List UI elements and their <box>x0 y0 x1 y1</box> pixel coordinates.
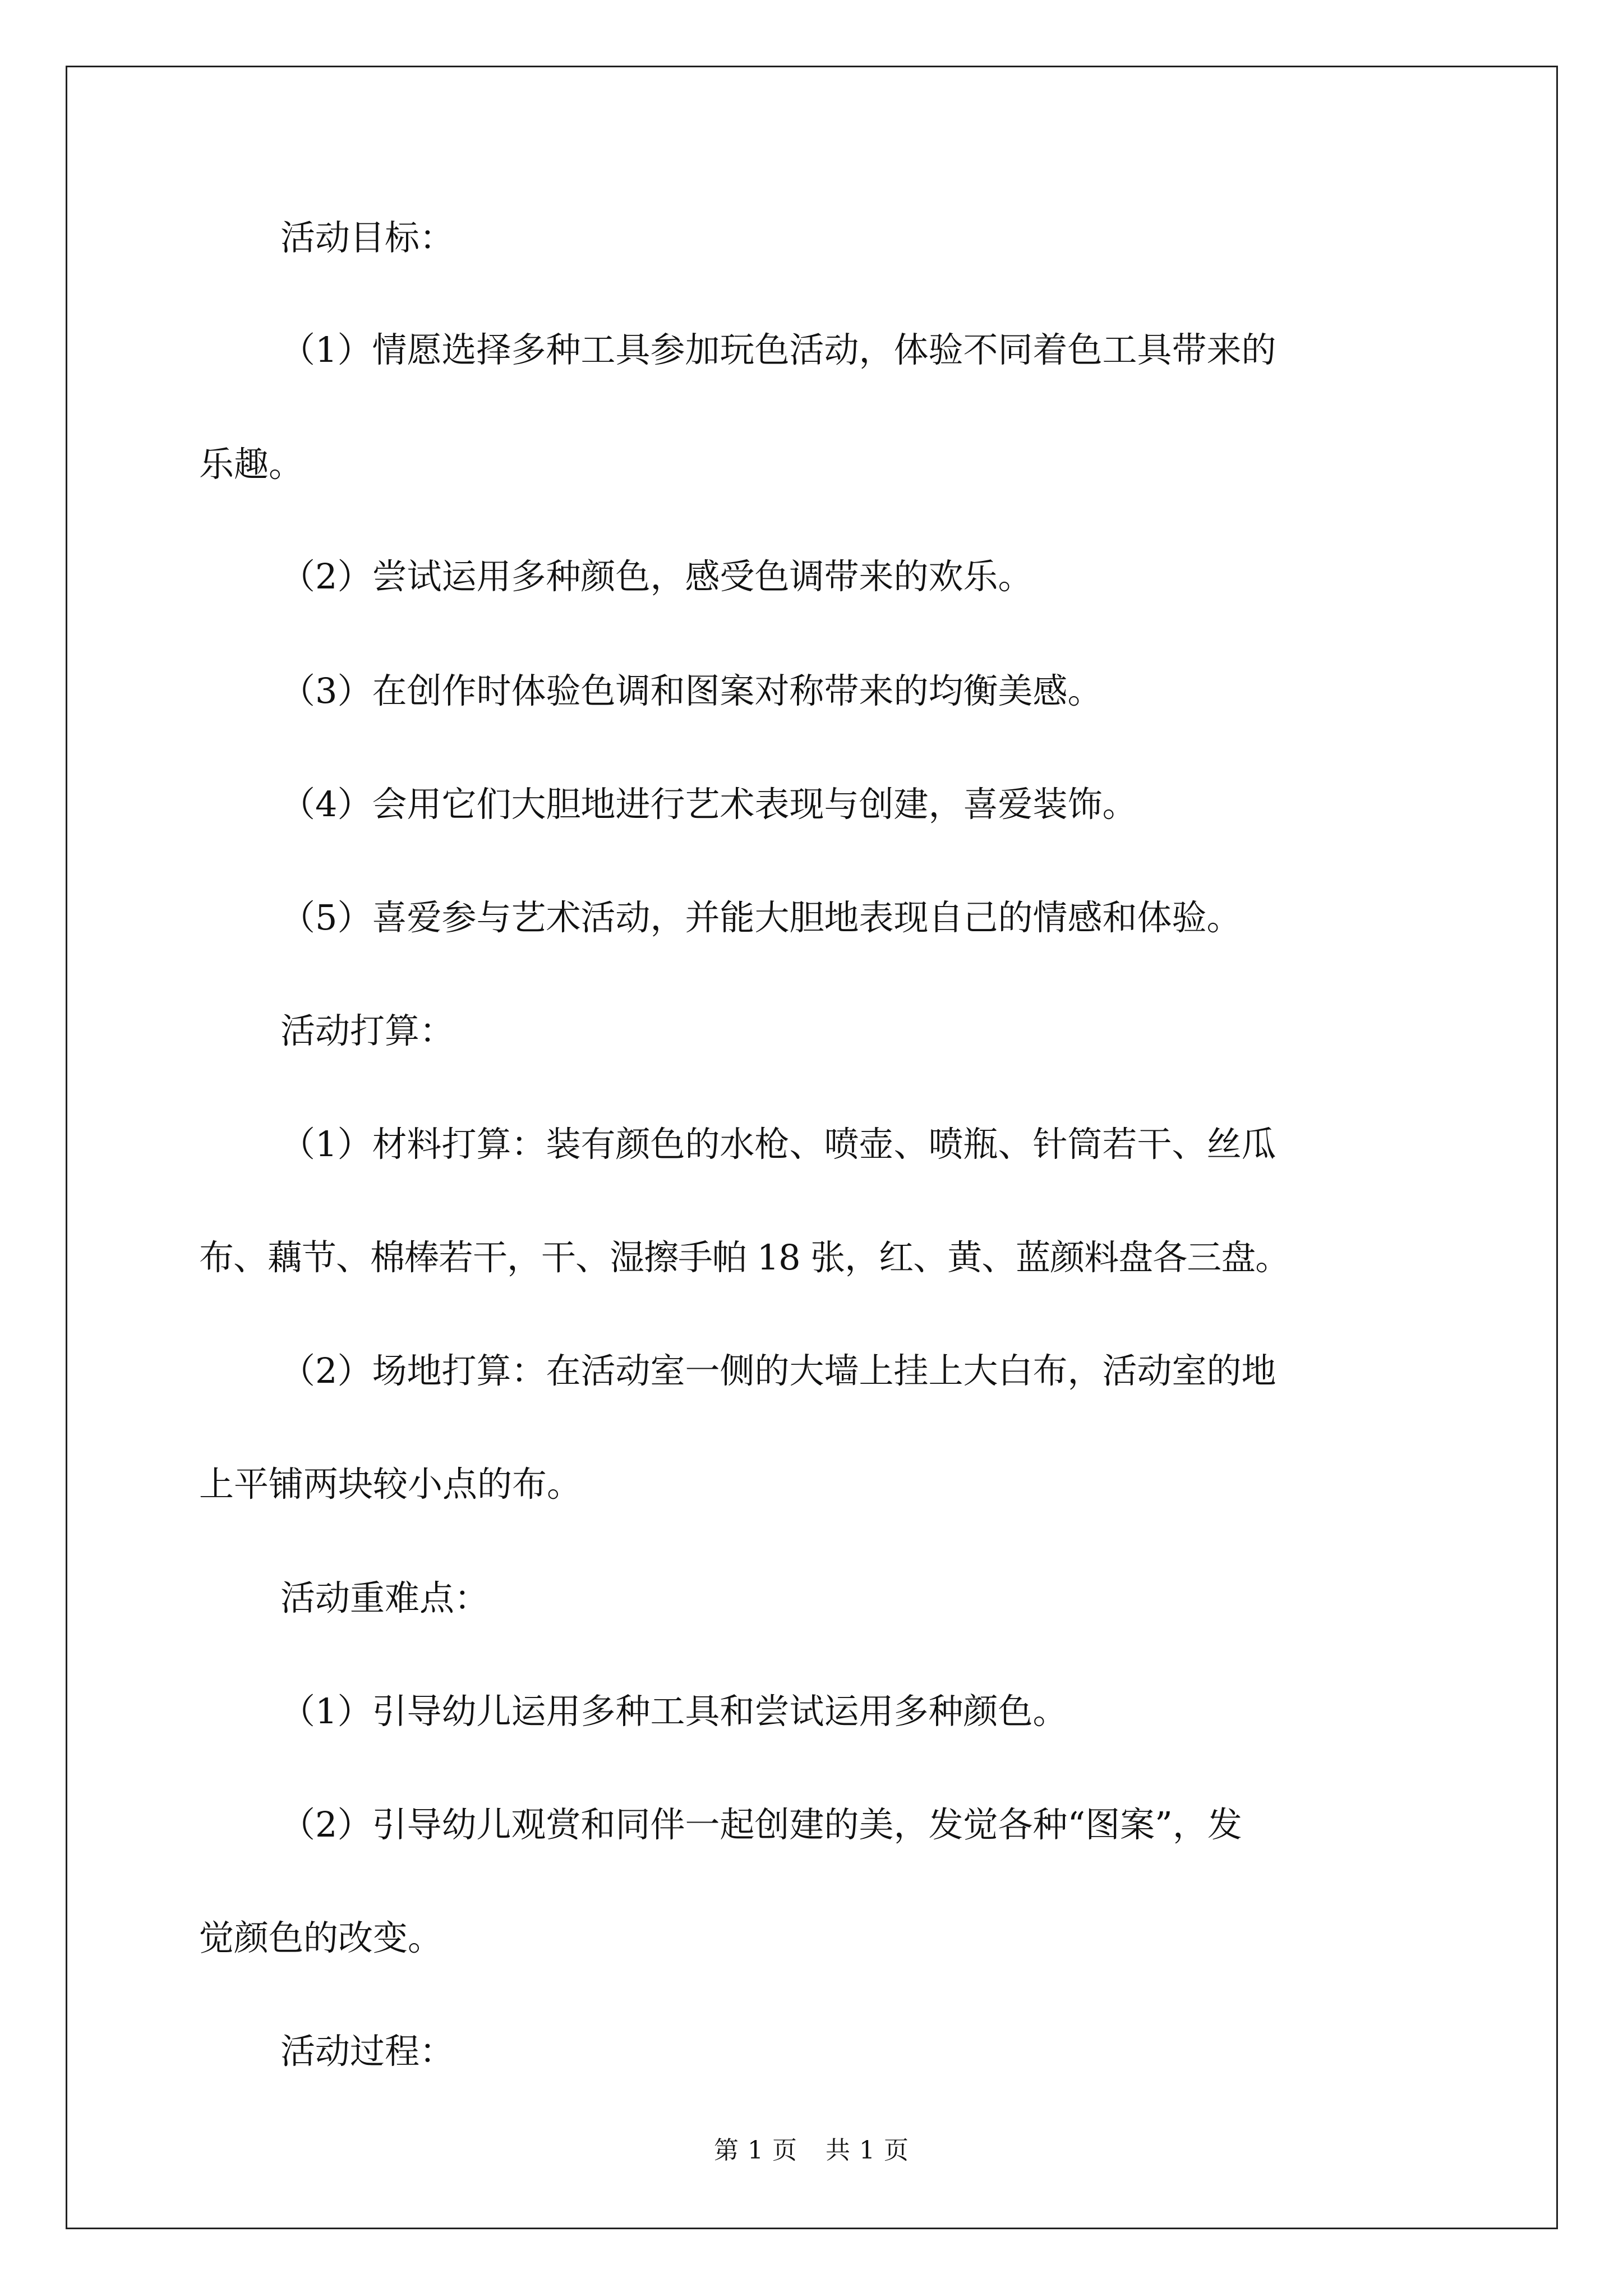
goal-1-line-2: 乐趣。 <box>199 444 304 485</box>
prep-1-line-1: （1）材料打算：装有颜色的水枪、喷壶、喷瓶、针筒若干、丝瓜 <box>280 1124 1276 1165</box>
prep-1-line-2: 布、藕节、棉棒若干，干、湿擦手帕 18 张，红、黄、蓝颜料盘各三盘。 <box>199 1237 1290 1278</box>
difficulty-1: （1）引导幼儿运用多种工具和尝试运用多种颜色。 <box>280 1691 1068 1732</box>
heading-key-difficulties: 活动重难点： <box>280 1577 490 1618</box>
goal-4: （4）会用它们大胆地进行艺术表现与创建，喜爱装饰。 <box>280 784 1137 825</box>
heading-activity-preparation: 活动打算： <box>280 1010 455 1051</box>
page-number-total: 共 1 页 <box>826 2136 909 2165</box>
goal-5: （5）喜爱参与艺术活动，并能大胆地表现自己的情感和体验。 <box>280 897 1242 938</box>
goal-2: （2）尝试运用多种颜色，感受色调带来的欢乐。 <box>280 556 1033 597</box>
heading-activity-process: 活动过程： <box>280 2031 455 2072</box>
page-number-current: 第 1 页 <box>714 2136 797 2165</box>
prep-2-line-1: （2）场地打算：在活动室一侧的大墙上挂上大白布，活动室的地 <box>280 1350 1276 1391</box>
difficulty-2-line-2: 觉颜色的改变。 <box>199 1917 443 1958</box>
goal-3: （3）在创作时体验色调和图案对称带来的均衡美感。 <box>280 670 1103 711</box>
heading-activity-goals: 活动目标： <box>280 217 455 258</box>
goal-1-line-1: （1）情愿选择多种工具参加玩色活动，体验不同着色工具带来的 <box>280 329 1276 370</box>
difficulty-2-line-1: （2）引导幼儿观赏和同伴一起创建的美，发觉各种“图案”，发 <box>280 1804 1242 1845</box>
prep-2-line-2: 上平铺两块较小点的布。 <box>199 1464 582 1504</box>
page-footer <box>0 2136 1623 2165</box>
